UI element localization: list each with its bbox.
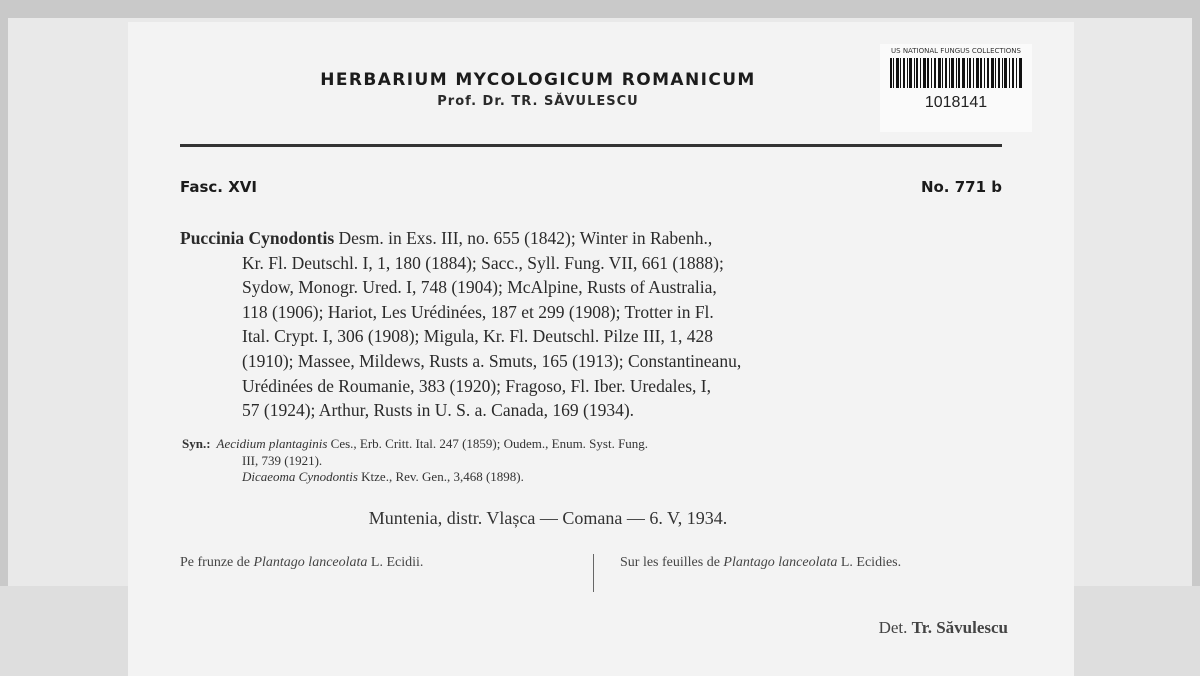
synonyms-block <box>182 436 1012 486</box>
species-name: Puccinia Cynodontis <box>180 228 335 248</box>
specimen-label <box>128 22 1074 676</box>
host-divider <box>593 554 594 592</box>
citation-line: Kr. Fl. Deutschl. I, 1, 180 (1884); Sacc., Syll. Fung. VII, 661 (1888); <box>242 252 724 273</box>
citation-line: 57 (1924); Arthur, Rusts in U. S. a. Canada, 169 (1934). <box>242 400 635 421</box>
synonym-line: III, 739 (1921). <box>242 452 323 468</box>
citation-line: Urédinées de Roumanie, 383 (1920); Fragoso, Fl. Iber. Uredales, I, <box>242 375 711 396</box>
determiner: Det. Tr. Săvulescu <box>878 618 1008 637</box>
locality: Muntenia, distr. Vlașca — Comana — 6. V, 1934. <box>368 508 728 528</box>
header-rule <box>180 144 1002 147</box>
synonym-line: Syn.: Aecidium plantaginis Ces., Erb. Critt. Ital. 247 (1859); Oudem., Enum. Syst. Fung. <box>182 436 649 451</box>
synonym-name: Aecidium plantaginis <box>216 436 328 451</box>
barcode-icon <box>890 58 1022 88</box>
citation-line: (1910); Massee, Mildews, Rusts a. Smuts, 165 (1913); Constantineanu, <box>242 350 742 371</box>
citation-line: 118 (1906); Hariot, Les Urédinées, 187 et 299 (1908); Trotter in Fl. <box>242 301 714 322</box>
host-french: Sur les feuilles de Plantago lanceolata L. Ecidies. <box>620 555 902 570</box>
citation-line: Puccinia Cynodontis Desm. in Exs. III, no. 655 (1842); Winter in Rabenh., <box>180 228 713 248</box>
synonyms-label: Syn.: <box>182 436 211 451</box>
herbarium-title: HERBARIUM MYCOLOGICUM ROMANICUM <box>320 70 756 90</box>
barcode-label <box>880 44 1032 132</box>
determiner-name: Tr. Săvulescu <box>911 618 1008 637</box>
herbarium-subtitle: Prof. Dr. TR. SĂVULESCU <box>437 94 639 109</box>
synonym-line: Dicaeoma Cynodontis Ktze., Rev. Gen., 3,468 (1898). <box>242 469 524 484</box>
synonym-name: Dicaeoma Cynodontis <box>242 469 358 484</box>
barcode-org: US NATIONAL FUNGUS COLLECTIONS <box>891 47 1021 55</box>
fascicle-label: Fasc. XVI <box>180 178 257 196</box>
citation-line: Sydow, Monogr. Ured. I, 748 (1904); McAlpine, Rusts of Australia, <box>242 277 717 298</box>
specimen-number: No. 771 b <box>920 178 1002 196</box>
citation-line: Ital. Crypt. I, 306 (1908); Migula, Kr. Fl. Deutschl. Pilze III, 1, 428 <box>242 326 713 347</box>
label-header <box>128 70 948 109</box>
barcode-number: 1018141 <box>924 94 988 111</box>
host-romanian: Pe frunze de Plantago lanceolata L. Ecidii. <box>180 555 424 570</box>
citation-block <box>180 226 1005 423</box>
